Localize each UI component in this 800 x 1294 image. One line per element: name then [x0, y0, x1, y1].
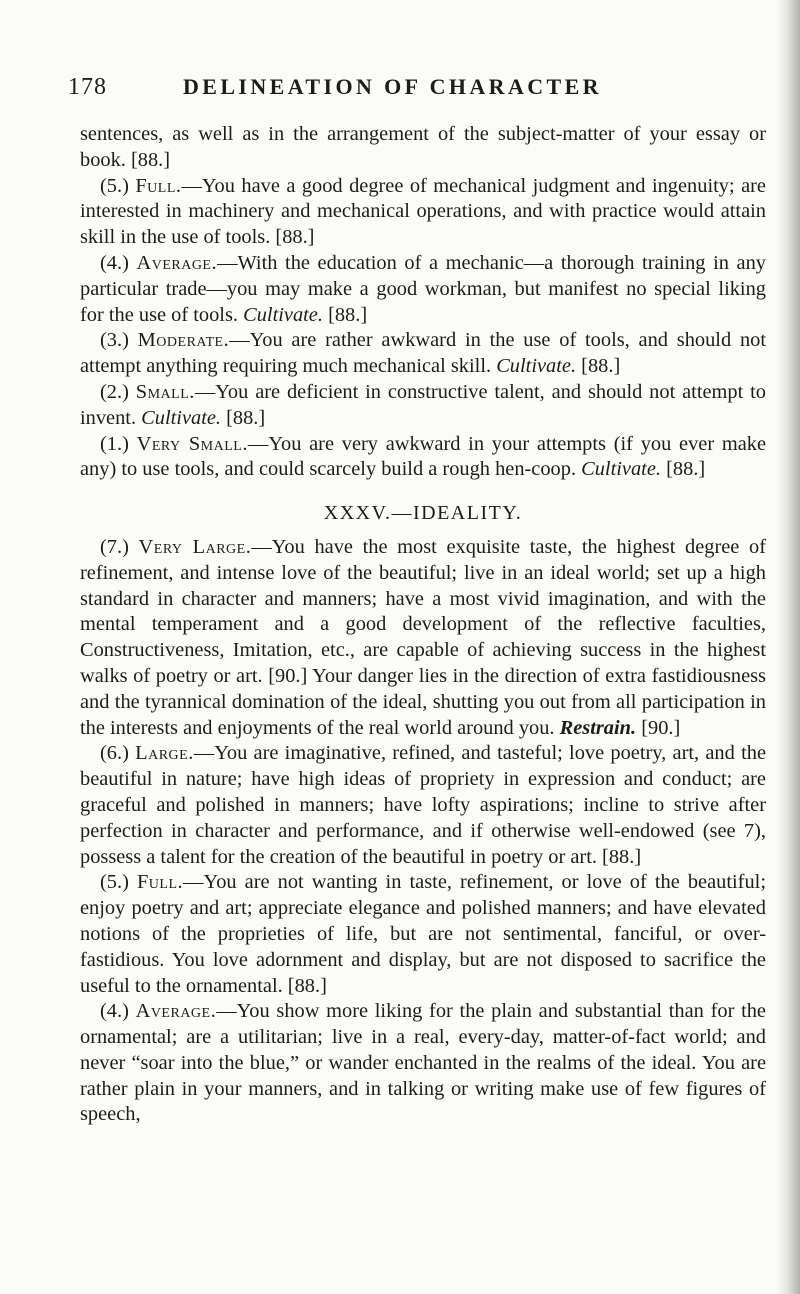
degree-number: (2.) — [100, 380, 129, 403]
degree-text: —You are not wanting in taste, refinement, or love of the beautiful; enjoy poetry and art; appreciate elegance and polished manners; and have elevated notions of the proprieties of life, but are not sentimental, fanciful, or over-fastidious. You love adornment and display, but are not disposed to sacrifice the useful to the ornamental. [88.] — [80, 871, 766, 997]
degree-label: Very Small. — [136, 432, 248, 455]
advice: Cultivate. — [496, 355, 577, 378]
degree-text: —With the education of a mechanic—a thorough training in any particular trade—you may make a good workman, but manifest no special liking for the use of tools. — [80, 251, 766, 326]
body-text — [80, 122, 766, 1128]
paragraph-constructiveness-moderate — [80, 328, 766, 380]
degree-label: Full. — [135, 174, 182, 197]
degree-number: (7.) — [100, 535, 129, 558]
reference: [88.] — [576, 355, 621, 378]
section-title: XXXV.—IDEALITY. — [323, 502, 523, 525]
advice: Cultivate. — [243, 303, 323, 326]
paragraph-constructiveness-average — [80, 251, 766, 328]
reference: [88.] — [322, 303, 368, 326]
degree-text: —You have the most exquisite taste, the highest degree of refinement, and intense love of the beautiful; live in an ideal world; set up a high standard in character and manners; have a most vivid imagination, and with the mental temperament and a good development of the reflective faculties, Constructiveness, Imitation, etc., are capable of achieving success in the highest walks of poetry or art. [90.] Your danger lies in the direction of extra fastidiousness and the tyrannical domination of the ideal, shutting you out from all participation in the interests and enjoyments of the real world around you. — [80, 535, 766, 739]
degree-text: —You show more liking for the plain and substantial than for the ornamental; are a utilitarian; live in a real, every-day, matter-of-fact world; and never “soar into the blue,” or wander enchanted in the realms of the ideal. You are rather plain in your manners, and in talking or writing make use of few figures of speech, — [80, 1000, 766, 1126]
degree-number: (3.) — [100, 329, 129, 352]
degree-label: Small. — [135, 380, 195, 403]
degree-text: —You are very awkward in your attempts (if you ever make any) to use tools, and could scarcely build a rough hen-coop. — [80, 432, 766, 481]
continuation-paragraph: sentences, as well as in the arrangement of the subject-matter of your essay or book. [88.] — [80, 123, 766, 171]
reference: [90.] — [636, 716, 681, 739]
paragraph-constructiveness-small — [80, 380, 766, 432]
page-edge-shadow — [776, 0, 800, 1294]
degree-number: (6.) — [100, 742, 129, 765]
paragraph-ideality-full — [80, 870, 766, 999]
degree-text: —You are imaginative, refined, and tasteful; love poetry, art, and the beautiful in nature; have high ideas of propriety in expression and conduct; are graceful and polished in manners; have lofty aspirations; incline to strive after perfection in character and performance, and if otherwise well-endowed (see 7), possess a talent for the creation of the beautiful in poetry or art. [88.] — [80, 742, 766, 868]
page-number: 178 — [68, 74, 107, 100]
degree-text: —You are rather awkward in the use of tools, and should not attempt anything requiring much mechanical skill. — [80, 329, 766, 378]
paragraph-ideality-average — [80, 999, 766, 1128]
degree-label: Very Large. — [138, 535, 252, 558]
degree-label: Large. — [135, 742, 194, 765]
degree-number: (5.) — [100, 871, 129, 894]
degree-label: Average. — [136, 251, 218, 274]
degree-number: (4.) — [100, 1000, 129, 1023]
degree-number: (5.) — [100, 174, 129, 197]
advice: Restrain. — [559, 716, 637, 739]
degree-text: —You have a good degree of mechanical judgment and ingenuity; are interested in machinery and mechanical operations, and with practice would attain skill in the use of tools. [88.] — [80, 174, 766, 249]
degree-number: (1.) — [100, 432, 129, 455]
paragraph-constructiveness-very-small — [80, 432, 766, 484]
degree-text: —You are deficient in constructive talent, and should not attempt to invent. — [80, 380, 766, 429]
degree-label: Moderate. — [137, 329, 230, 352]
degree-label: Full. — [136, 871, 184, 894]
paragraph-ideality-very-large — [80, 535, 766, 741]
paragraph-ideality-large — [80, 741, 766, 870]
degree-label: Average. — [135, 1000, 217, 1023]
paragraph-constructiveness-full — [80, 174, 766, 251]
reference: [88.] — [661, 458, 706, 481]
degree-number: (4.) — [100, 251, 129, 274]
advice: Cultivate. — [141, 406, 222, 429]
page-header — [68, 74, 758, 110]
running-head: DELINEATION OF CHARACTER — [183, 74, 602, 99]
reference: [88.] — [221, 406, 266, 429]
advice: Cultivate. — [581, 458, 661, 481]
